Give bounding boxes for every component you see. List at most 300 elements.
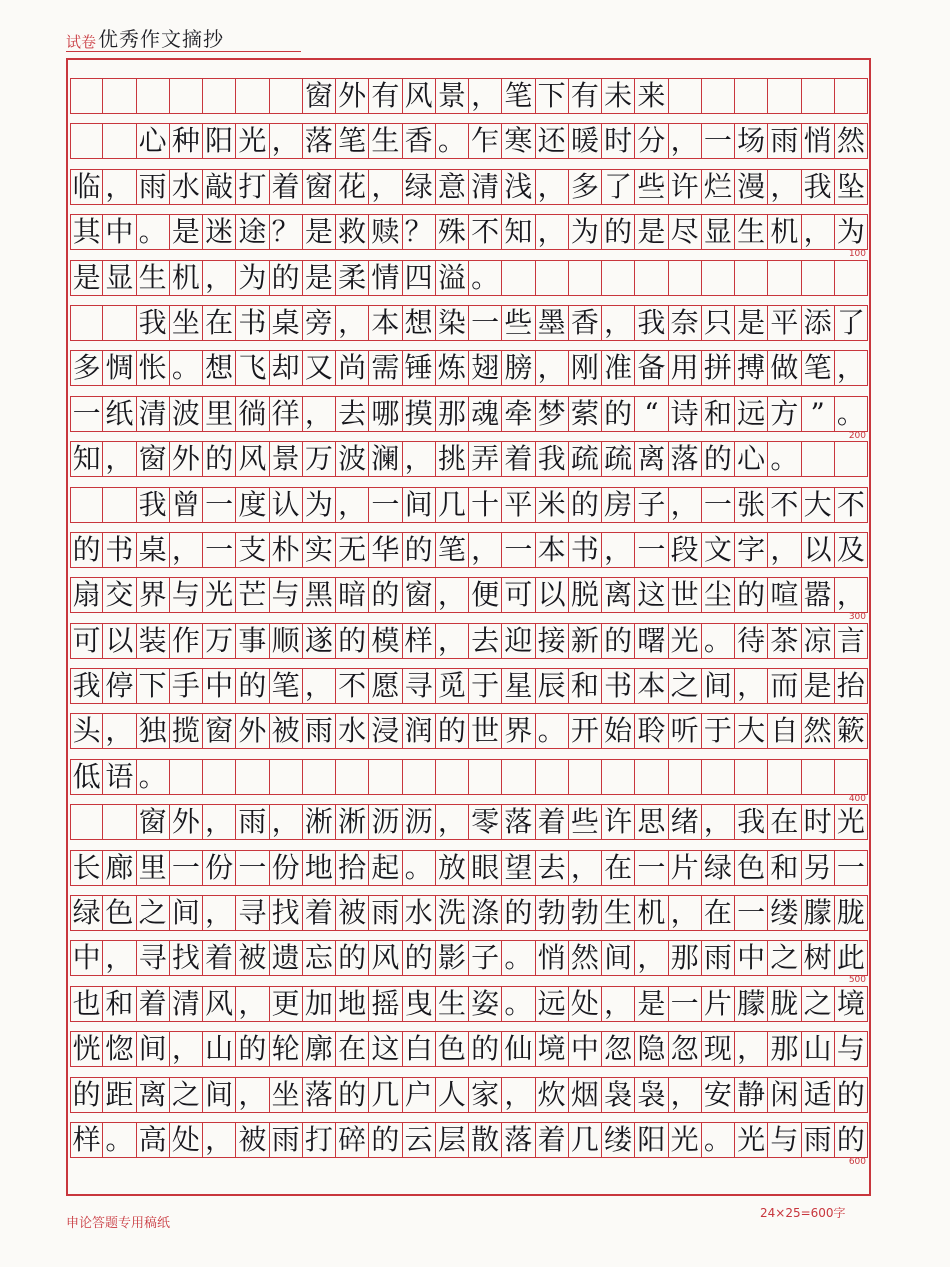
grid-cell: 眼	[469, 851, 502, 885]
grid-cell: 地	[336, 987, 369, 1021]
grid-cell: 。	[170, 351, 203, 385]
grid-cell: 实	[303, 533, 336, 567]
grid-cell: 是	[735, 306, 768, 340]
grid-cell: 准	[602, 351, 635, 385]
grid-cell: 曳	[403, 987, 436, 1021]
grid-cell	[103, 805, 136, 839]
grid-cell: 阳	[203, 124, 236, 158]
grid-cell: 一	[502, 533, 535, 567]
grid-cell: 缕	[768, 896, 801, 930]
grid-cell	[669, 261, 702, 295]
grid-cell: 外	[170, 805, 203, 839]
grid-cell: 里	[203, 397, 236, 431]
grid-cell: ，	[436, 805, 469, 839]
char-counter: 300	[848, 612, 866, 623]
grid-cell: 翅	[469, 351, 502, 385]
grid-cell: ？	[403, 215, 436, 249]
grid-cell: 的	[602, 215, 635, 249]
grid-row	[70, 487, 868, 532]
grid-cell: 层	[436, 1123, 469, 1157]
grid-cell: 开	[569, 714, 602, 748]
grid-cell: 怅	[137, 351, 170, 385]
grid-cell: 香	[569, 306, 602, 340]
grid-cell: 许	[669, 170, 702, 204]
grid-cell: 我	[802, 170, 835, 204]
row-cells	[70, 623, 868, 659]
paper-header	[66, 24, 224, 52]
grid-cell: 之	[137, 896, 170, 930]
grid-cell: 悄	[802, 124, 835, 158]
grid-cell: 在	[602, 851, 635, 885]
grid-cell: 仙	[502, 1032, 535, 1066]
grid-cell: 救	[336, 215, 369, 249]
grid-cell: 用	[669, 351, 702, 385]
grid-cell: 白	[403, 1032, 436, 1066]
grid-cell: 悄	[536, 941, 569, 975]
grid-cell: 的	[336, 941, 369, 975]
grid-cell: 离	[602, 578, 635, 612]
grid-cell: 寻	[137, 941, 170, 975]
grid-cell: ，	[270, 805, 303, 839]
grid-cell: 弄	[469, 442, 502, 476]
grid-cell: 暖	[569, 124, 602, 158]
grid-cell: 袅	[635, 1078, 668, 1112]
grid-cell: 柔	[336, 261, 369, 295]
grid-cell: 敲	[203, 170, 236, 204]
grid-cell: 高	[137, 1123, 170, 1157]
grid-cell: 的	[336, 624, 369, 658]
grid-cell: 大	[802, 488, 835, 522]
grid-cell: 沥	[403, 805, 436, 839]
grid-cell: 炼	[436, 351, 469, 385]
grid-cell: 想	[203, 351, 236, 385]
grid-cell: 风	[403, 79, 436, 113]
grid-cell: 魂	[469, 397, 502, 431]
grid-cell: 米	[536, 488, 569, 522]
grid-cell	[403, 760, 436, 794]
grid-cell: 间	[403, 488, 436, 522]
row-cells	[70, 759, 868, 795]
grid-cell: 些	[569, 805, 602, 839]
grid-cell: 烂	[702, 170, 735, 204]
grid-cell: 与	[835, 1032, 868, 1066]
grid-cell: 抬	[835, 669, 868, 703]
grid-cell: 墨	[536, 306, 569, 340]
char-counter: 400	[848, 793, 866, 804]
grid-cell: 黑	[303, 578, 336, 612]
row-cells	[70, 441, 868, 477]
grid-cell	[768, 261, 801, 295]
grid-cell: 朴	[270, 533, 303, 567]
grid-cell: 云	[403, 1123, 436, 1157]
grid-cell: 适	[802, 1078, 835, 1112]
grid-cell: 溢	[436, 261, 469, 295]
grid-cell: 远	[735, 397, 768, 431]
grid-cell: 星	[502, 669, 535, 703]
grid-cell: 片	[669, 851, 702, 885]
grid-cell	[170, 760, 203, 794]
grid-cell: 被	[270, 714, 303, 748]
grid-cell: ，	[569, 851, 602, 885]
grid-cell: 一	[669, 987, 702, 1021]
grid-cell	[103, 124, 136, 158]
grid-cell: 心	[735, 442, 768, 476]
grid-cell: 地	[303, 851, 336, 885]
grid-cell: 离	[635, 442, 668, 476]
grid-cell: 迷	[203, 215, 236, 249]
grid-cell: 些	[502, 306, 535, 340]
grid-cell: ，	[536, 351, 569, 385]
grid-cell: 之	[170, 1078, 203, 1112]
grid-cell: 去	[536, 851, 569, 885]
grid-cell: 。	[768, 442, 801, 476]
grid-cell: 芒	[236, 578, 269, 612]
grid-cell: 华	[369, 533, 402, 567]
grid-cell: 书	[569, 533, 602, 567]
grid-cell: 是	[303, 261, 336, 295]
grid-cell: ，	[103, 714, 136, 748]
grid-cell: 为	[835, 215, 868, 249]
grid-cell: 哪	[369, 397, 402, 431]
grid-cell: 疏	[569, 442, 602, 476]
grid-cell: 分	[635, 124, 668, 158]
grid-cell: 间	[137, 1032, 170, 1066]
grid-cell: 平	[768, 306, 801, 340]
grid-cell: 落	[502, 1123, 535, 1157]
grid-cell	[236, 760, 269, 794]
grid-cell: 言	[835, 624, 868, 658]
grid-cell: 窗	[303, 170, 336, 204]
grid-cell: ，	[469, 533, 502, 567]
grid-cell: ，	[536, 170, 569, 204]
grid-cell: 一	[735, 896, 768, 930]
grid-cell: ，	[403, 442, 436, 476]
grid-cell: 还	[536, 124, 569, 158]
grid-cell: ，	[802, 215, 835, 249]
grid-cell: 界	[137, 578, 170, 612]
grid-cell	[303, 760, 336, 794]
grid-cell: 家	[469, 1078, 502, 1112]
grid-cell: 廓	[303, 1032, 336, 1066]
grid-cell: 加	[303, 987, 336, 1021]
grid-cell: 廊	[103, 851, 136, 885]
grid-cell: 和	[103, 987, 136, 1021]
grid-cell: 几	[369, 1078, 402, 1112]
grid-cell: 风	[236, 442, 269, 476]
grid-cell: 着	[203, 941, 236, 975]
grid-cell: 里	[137, 851, 170, 885]
grid-cell: 香	[403, 124, 436, 158]
grid-cell: 下	[536, 79, 569, 113]
grid-cell: 飞	[236, 351, 269, 385]
grid-cell: ，	[303, 669, 336, 703]
grid-cell	[602, 261, 635, 295]
grid-cell: 清	[137, 397, 170, 431]
grid-cell: 人	[436, 1078, 469, 1112]
row-cells	[70, 1122, 868, 1158]
grid-cell: ，	[103, 170, 136, 204]
grid-cell: 静	[735, 1078, 768, 1112]
grid-cell	[802, 760, 835, 794]
grid-cell: ，	[768, 170, 801, 204]
grid-cell: 澜	[369, 442, 402, 476]
grid-row	[70, 986, 868, 1031]
grid-cell: 淅	[303, 805, 336, 839]
grid-cell: 。	[137, 215, 170, 249]
grid-cell: 间	[203, 1078, 236, 1112]
grid-cell: 着	[536, 805, 569, 839]
grid-cell: 然	[802, 714, 835, 748]
grid-cell: 尚	[336, 351, 369, 385]
grid-cell: 只	[702, 306, 735, 340]
grid-cell: 来	[635, 79, 668, 113]
grid-cell: 勃	[569, 896, 602, 930]
grid-cell: 十	[469, 488, 502, 522]
grid-cell: 暗	[336, 578, 369, 612]
char-counter: 200	[848, 430, 866, 441]
grid-cell: 雨	[303, 714, 336, 748]
grid-cell: 落	[303, 124, 336, 158]
grid-cell: 与	[270, 578, 303, 612]
row-cells	[70, 350, 868, 386]
grid-cell: ，	[103, 442, 136, 476]
grid-cell: 一	[702, 488, 735, 522]
grid-cell: 份	[270, 851, 303, 885]
grid-cell: 几	[569, 1123, 602, 1157]
grid-cell: 徜	[236, 397, 269, 431]
grid-cell	[835, 261, 868, 295]
grid-cell: 惆	[103, 351, 136, 385]
grid-cell: 嚣	[802, 578, 835, 612]
grid-cell: 的	[203, 442, 236, 476]
grid-cell: 的	[70, 533, 103, 567]
grid-cell: 袅	[602, 1078, 635, 1112]
grid-cell: 染	[436, 306, 469, 340]
grid-cell: 奈	[669, 306, 702, 340]
grid-cell: 愿	[369, 669, 402, 703]
grid-cell: 寻	[403, 669, 436, 703]
grid-cell: ，	[469, 79, 502, 113]
grid-cell	[802, 79, 835, 113]
grid-cell: 色	[735, 851, 768, 885]
grid-cell: 了	[835, 306, 868, 340]
grid-cell: 独	[137, 714, 170, 748]
grid-cell: 殊	[436, 215, 469, 249]
grid-cell: ？	[270, 215, 303, 249]
grid-cell: 赎	[369, 215, 402, 249]
grid-cell: 和	[569, 669, 602, 703]
grid-cell: 一	[203, 533, 236, 567]
grid-cell	[469, 760, 502, 794]
grid-cell: 境	[835, 987, 868, 1021]
grid-cell: 些	[635, 170, 668, 204]
grid-cell: 安	[702, 1078, 735, 1112]
grid-cell: 世	[669, 578, 702, 612]
row-cells	[70, 940, 868, 976]
grid-cell: 一	[635, 851, 668, 885]
grid-cell: 间	[602, 941, 635, 975]
grid-cell: 不	[469, 215, 502, 249]
grid-cell: 做	[768, 351, 801, 385]
grid-cell: 光	[236, 124, 269, 158]
row-cells	[70, 895, 868, 931]
grid-cell: 停	[103, 669, 136, 703]
grid-cell: 坐	[170, 306, 203, 340]
grid-row	[70, 350, 868, 395]
grid-cell: 烟	[569, 1078, 602, 1112]
grid-cell: 之	[669, 669, 702, 703]
grid-cell	[536, 760, 569, 794]
grid-cell: 我	[735, 805, 768, 839]
grid-cell: 一	[835, 851, 868, 885]
grid-cell: 在	[203, 306, 236, 340]
grid-cell: 洗	[436, 896, 469, 930]
grid-cell: 那	[436, 397, 469, 431]
grid-cell: 光	[669, 1123, 702, 1157]
grid-cell: 浅	[502, 170, 535, 204]
grid-cell: 笔	[502, 79, 535, 113]
grid-cell: 是	[802, 669, 835, 703]
grid-cell: 无	[336, 533, 369, 567]
grid-cell: 方	[768, 397, 801, 431]
row-cells	[70, 78, 868, 114]
grid-cell: 一	[369, 488, 402, 522]
grid-cell: 又	[303, 351, 336, 385]
grid-row	[70, 123, 868, 168]
grid-cell: 知	[502, 215, 535, 249]
grid-cell: 乍	[469, 124, 502, 158]
grid-cell: ，	[602, 533, 635, 567]
grid-cell: 万	[303, 442, 336, 476]
grid-cell	[536, 261, 569, 295]
grid-cell: ，	[203, 1123, 236, 1157]
grid-row	[70, 623, 868, 668]
grid-cell: ，	[669, 488, 702, 522]
grid-cell: 树	[802, 941, 835, 975]
grid-cell: 我	[635, 306, 668, 340]
grid-cell	[70, 124, 103, 158]
grid-cell: 更	[270, 987, 303, 1021]
grid-cell: 光	[669, 624, 702, 658]
grid-cell: 水	[170, 170, 203, 204]
grid-cell: 中	[569, 1032, 602, 1066]
grid-cell: 界	[502, 714, 535, 748]
grid-cell: 漫	[735, 170, 768, 204]
grid-cell: 找	[170, 941, 203, 975]
grid-cell: 本	[536, 533, 569, 567]
grid-cell: 打	[236, 170, 269, 204]
grid-cell: 及	[835, 533, 868, 567]
grid-cell: ，	[669, 896, 702, 930]
grid-cell: 的	[835, 1123, 868, 1157]
grid-cell: ，	[735, 669, 768, 703]
grid-cell: 刚	[569, 351, 602, 385]
grid-cell: ，	[203, 896, 236, 930]
grid-cell	[669, 760, 702, 794]
grid-cell: 是	[303, 215, 336, 249]
row-cells	[70, 804, 868, 840]
grid-cell: 。	[436, 124, 469, 158]
grid-cell: 旁	[303, 306, 336, 340]
grid-row	[70, 713, 868, 758]
grid-cell: 场	[735, 124, 768, 158]
grid-cell: 我	[536, 442, 569, 476]
grid-cell: ，	[436, 624, 469, 658]
grid-cell: 山	[203, 1032, 236, 1066]
grid-cell: 那	[768, 1032, 801, 1066]
grid-cell: 茶	[768, 624, 801, 658]
grid-cell: ，	[635, 941, 668, 975]
handwritten-title: 优秀作文摘抄	[98, 27, 225, 51]
grid-cell: 境	[536, 1032, 569, 1066]
grid-cell	[203, 760, 236, 794]
grid-cell: 的	[336, 1078, 369, 1112]
grid-cell: 的	[236, 1032, 269, 1066]
grid-cell: 坐	[270, 1078, 303, 1112]
grid-cell: 本	[369, 306, 402, 340]
grid-cell: ，	[835, 351, 868, 385]
grid-cell	[735, 760, 768, 794]
grid-cell: 张	[735, 488, 768, 522]
grid-cell: 现	[702, 1032, 735, 1066]
grid-cell	[336, 760, 369, 794]
grid-cell: ，	[270, 124, 303, 158]
grid-cell: 心	[137, 124, 170, 158]
grid-cell: 的	[369, 1123, 402, 1157]
grid-cell: 摸	[403, 397, 436, 431]
grid-cell: 炊	[536, 1078, 569, 1112]
grid-row	[70, 804, 868, 849]
grid-cell: 胧	[768, 987, 801, 1021]
grid-cell: 的	[436, 714, 469, 748]
grid-cell	[137, 79, 170, 113]
grid-cell: 了	[602, 170, 635, 204]
grid-cell: 中	[103, 215, 136, 249]
grid-cell: ，	[236, 987, 269, 1021]
grid-cell: 的	[735, 578, 768, 612]
grid-cell: 外	[236, 714, 269, 748]
grid-cell: 样	[403, 624, 436, 658]
grid-cell: 的	[835, 1078, 868, 1112]
grid-cell: 的	[270, 261, 303, 295]
grid-cell: 是	[635, 215, 668, 249]
grid-cell: 雨	[137, 170, 170, 204]
grid-cell: 缕	[602, 1123, 635, 1157]
char-counter: 100	[848, 249, 866, 260]
grid-cell: 始	[602, 714, 635, 748]
grid-cell: 的	[469, 1032, 502, 1066]
grid-cell: 雨	[236, 805, 269, 839]
grid-cell: 沥	[369, 805, 402, 839]
grid-cell: 平	[502, 488, 535, 522]
grid-cell: 萦	[569, 397, 602, 431]
grid-cell: 。	[103, 1123, 136, 1157]
row-cells	[70, 169, 868, 205]
grid-cell: 着	[303, 896, 336, 930]
grid-cell: 处	[569, 987, 602, 1021]
grid-cell: 情	[369, 261, 402, 295]
grid-cell	[602, 760, 635, 794]
grid-cell: 窗	[403, 578, 436, 612]
grid-cell: 于	[469, 669, 502, 703]
grid-cell: 这	[369, 1032, 402, 1066]
grid-row	[70, 441, 868, 486]
grid-cell: 是	[70, 261, 103, 295]
grid-cell: 有	[569, 79, 602, 113]
grid-cell: 的	[702, 442, 735, 476]
grid-cell: ，	[336, 488, 369, 522]
footer-char-count: 24×25=600字	[760, 1206, 846, 1220]
